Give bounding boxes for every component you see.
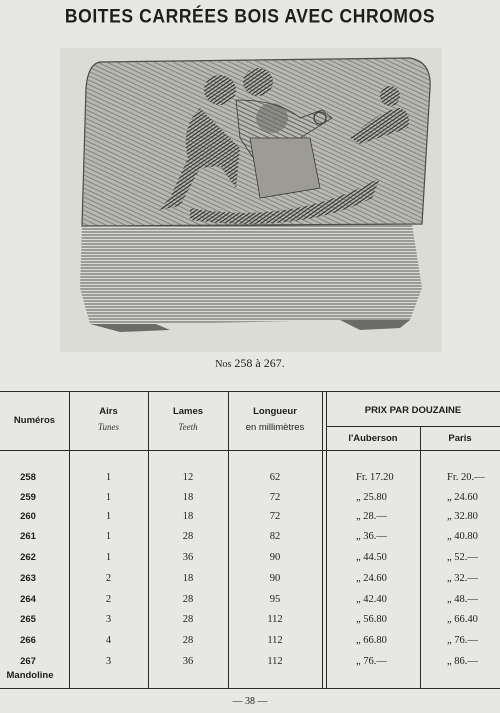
header-airs-en: Tunes [97,422,119,432]
row-prix-paris: „ 66.40 [447,614,478,625]
page-number: — 38 — [232,696,268,707]
row-prix-paris: „ 52.— [447,552,478,563]
row-prix-paris: Fr. 20.— [447,472,485,483]
row-airs: 2 [105,594,112,605]
row-airs: 2 [105,573,112,584]
row-prix-paris: „ 48.— [447,594,478,605]
row-longueur: 112 [267,635,283,646]
price-table [0,391,500,689]
header-paris: Paris [448,433,472,444]
row-lames: 18 [182,573,194,584]
row-lames: 28 [182,635,194,646]
row-numero: 260 [20,511,36,522]
row-numero: 265 [20,614,36,625]
row-numero: 259 [20,492,36,503]
row-prix-auberson: „ 24.60 [356,573,387,584]
row-prix-paris: „ 40.80 [447,531,478,542]
row-airs: 1 [105,552,112,563]
row-numero: 262 [20,552,36,563]
row-longueur: 112 [267,614,283,625]
header-airs: Airs [99,406,118,417]
row-lames: 28 [182,614,194,625]
row-numero: 261 [20,531,36,542]
row-airs: 3 [105,614,112,625]
row-numero: 264 [20,594,36,605]
figure-caption [0,356,500,371]
caption-text: 258 à 267. [234,356,285,370]
row-prix-auberson: „ 56.80 [356,614,387,625]
header-numeros: Numéros [13,415,56,426]
row-prix-auberson: „ 36.— [356,531,387,542]
row-longueur: 90 [269,573,281,584]
header-lames-en: Teeth [178,422,198,432]
header-lames: Lames [172,406,204,417]
row-airs: 1 [105,531,112,542]
row-prix-auberson: „ 66.80 [356,635,387,646]
row-prix-paris: „ 86.— [447,656,478,667]
header-prix-par-douzaine: PRIX PAR DOUZAINE [364,405,462,416]
row-lames: 36 [182,552,194,563]
row-longueur: 72 [269,511,281,522]
row-prix-auberson: „ 25.80 [356,492,387,503]
row-longueur: 90 [269,552,281,563]
box-front [80,224,422,324]
row-numero: 258 [20,472,36,483]
header-longueur: Longueur [253,406,297,417]
row-airs: 4 [105,635,112,646]
row-prix-auberson: „ 76.— [356,656,387,667]
row-numero-sub: Mandoline [6,670,54,681]
row-airs: 1 [105,511,112,522]
row-longueur: 82 [269,531,281,542]
row-lames: 28 [182,594,194,605]
row-prix-auberson: „ 42.40 [356,594,387,605]
row-prix-paris: „ 32.80 [447,511,478,522]
row-prix-auberson: „ 44.50 [356,552,387,563]
row-lames: 18 [182,511,194,522]
row-longueur: 72 [269,492,281,503]
row-lames: 28 [182,531,194,542]
music-box-engraving [60,48,442,352]
row-prix-auberson: „ 28.— [356,511,387,522]
header-longueur-unit: en millimètres [245,422,305,433]
caption-prefix: Nos [215,359,232,370]
row-lames: 36 [182,656,194,667]
row-prix-auberson: Fr. 17.20 [356,472,394,483]
row-numero: 263 [20,573,36,584]
row-prix-paris: „ 76.— [447,635,478,646]
row-airs: 3 [105,656,112,667]
row-longueur: 95 [269,594,281,605]
row-airs: 1 [105,472,112,483]
row-numero: 266 [20,635,36,646]
row-longueur: 62 [269,472,281,483]
header-auberson: l'Auberson [348,433,398,444]
row-lames: 12 [182,472,194,483]
row-longueur: 112 [267,656,283,667]
row-prix-paris: „ 32.— [447,573,478,584]
row-numero: 267 [20,656,36,667]
page-title: BOITES CARRÉES BOIS AVEC CHROMOS [64,4,436,28]
row-airs: 1 [105,492,112,503]
row-prix-paris: „ 24.60 [447,492,478,503]
row-lames: 18 [182,492,194,503]
